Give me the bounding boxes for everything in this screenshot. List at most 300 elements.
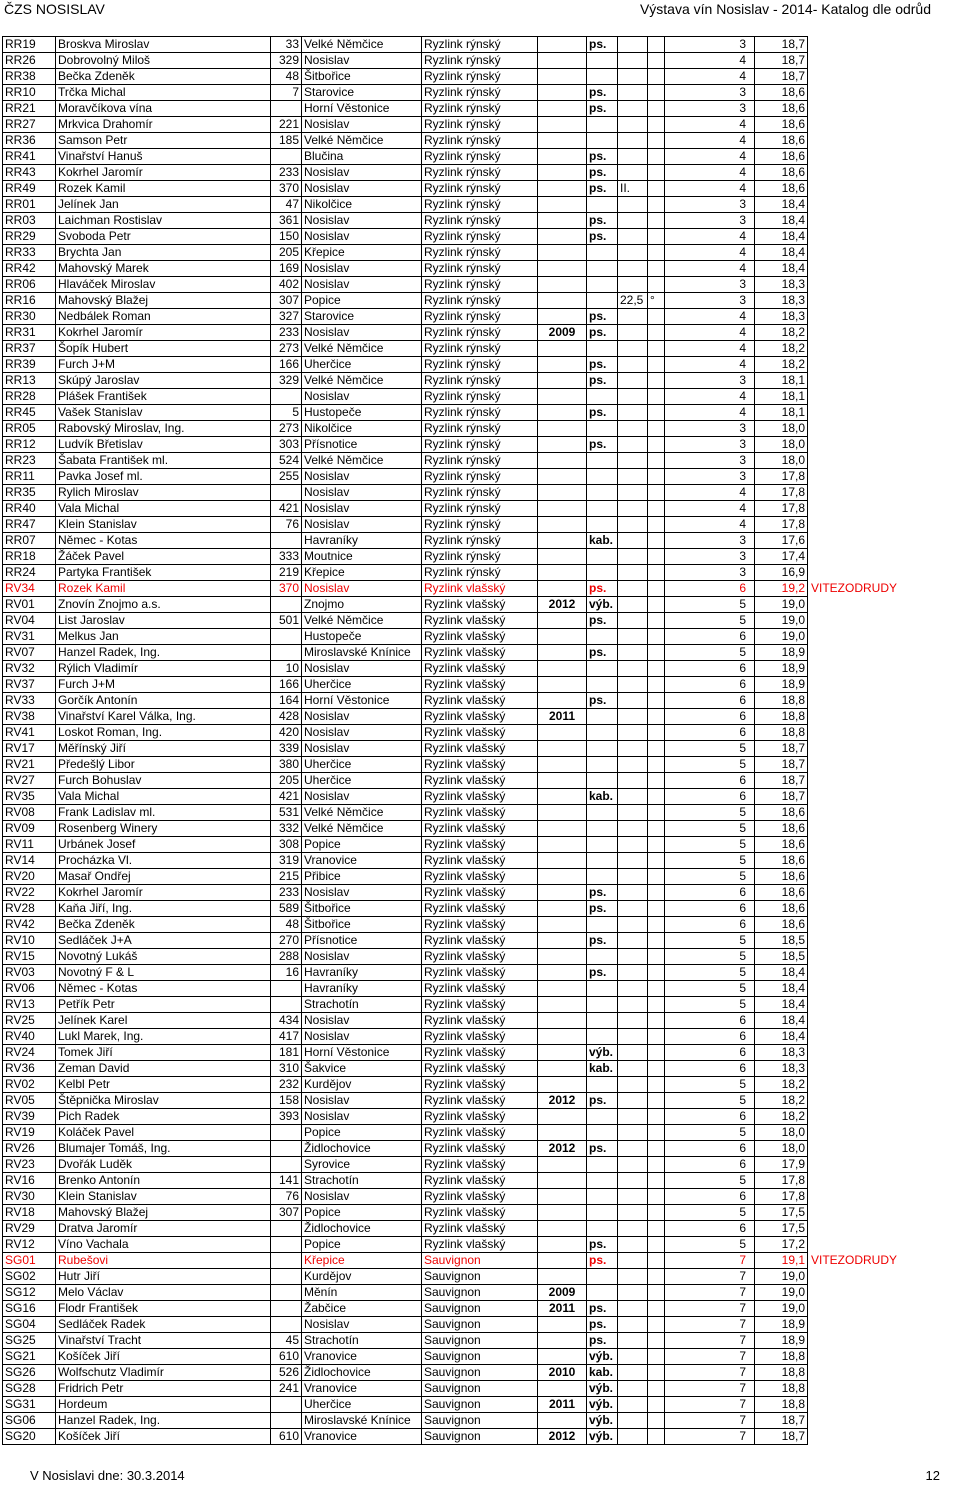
category-cell: 5 <box>665 1093 755 1109</box>
score-cell: 19,0 <box>755 1285 808 1301</box>
sample-id-cell: RV35 <box>3 789 56 805</box>
category-cell: 5 <box>665 645 755 661</box>
village-cell: Nosislav <box>302 117 422 133</box>
sample-id-cell: RR11 <box>3 469 56 485</box>
unit-cell <box>648 581 665 597</box>
extra-cell <box>618 533 648 549</box>
award-cell <box>808 1397 900 1413</box>
village-cell: Nosislav <box>302 1093 422 1109</box>
extra-cell <box>618 405 648 421</box>
sample-id-cell: RR35 <box>3 485 56 501</box>
unit-cell <box>648 517 665 533</box>
award-cell <box>808 1317 900 1333</box>
extra-cell <box>618 1077 648 1093</box>
award-cell <box>808 901 900 917</box>
village-cell: Strachotín <box>302 997 422 1013</box>
exhibitor-name-cell: Němec - Kotas <box>56 981 271 997</box>
vintage-cell <box>538 229 587 245</box>
exhibitor-name-cell: Kokrhel Jaromír <box>56 165 271 181</box>
sample-id-cell: SG02 <box>3 1269 56 1285</box>
house-number-cell: 402 <box>271 277 302 293</box>
category-cell: 3 <box>665 85 755 101</box>
category-cell: 6 <box>665 901 755 917</box>
category-cell: 6 <box>665 917 755 933</box>
category-cell: 5 <box>665 965 755 981</box>
attribute-cell: ps. <box>587 645 618 661</box>
variety-cell: Ryzlink vlašský <box>422 965 538 981</box>
house-number-cell <box>271 1237 302 1253</box>
vintage-cell <box>538 293 587 309</box>
score-cell: 17,5 <box>755 1221 808 1237</box>
extra-cell <box>618 1285 648 1301</box>
award-cell <box>808 117 900 133</box>
attribute-cell: ps. <box>587 933 618 949</box>
award-cell <box>808 437 900 453</box>
table-row <box>3 757 900 773</box>
exhibitor-name-cell: Měřínský Jiří <box>56 741 271 757</box>
table-row <box>3 405 900 421</box>
variety-cell: Ryzlink vlašský <box>422 1221 538 1237</box>
page-header <box>4 1 956 19</box>
village-cell: Šitbořice <box>302 69 422 85</box>
attribute-cell: kab. <box>587 789 618 805</box>
award-cell <box>808 613 900 629</box>
category-cell: 3 <box>665 37 755 53</box>
house-number-cell: 370 <box>271 181 302 197</box>
village-cell: Uherčice <box>302 357 422 373</box>
table-row <box>3 901 900 917</box>
exhibitor-name-cell: Petřík Petr <box>56 997 271 1013</box>
village-cell: Nosislav <box>302 1317 422 1333</box>
award-cell <box>808 1125 900 1141</box>
house-number-cell: 232 <box>271 1077 302 1093</box>
variety-cell: Ryzlink vlašský <box>422 1157 538 1173</box>
vintage-cell <box>538 117 587 133</box>
attribute-cell: ps. <box>587 229 618 245</box>
variety-cell: Sauvignon <box>422 1429 538 1445</box>
award-cell <box>808 1173 900 1189</box>
attribute-cell <box>587 277 618 293</box>
category-cell: 5 <box>665 613 755 629</box>
score-cell: 18,6 <box>755 101 808 117</box>
table-row <box>3 341 900 357</box>
exhibitor-name-cell: Pich Radek <box>56 1109 271 1125</box>
vintage-cell <box>538 1029 587 1045</box>
village-cell: Vranovice <box>302 1381 422 1397</box>
table-row <box>3 533 900 549</box>
table-row <box>3 325 900 341</box>
score-cell: 18,8 <box>755 1381 808 1397</box>
score-cell: 18,3 <box>755 309 808 325</box>
category-cell: 6 <box>665 1157 755 1173</box>
sample-id-cell: RV40 <box>3 1029 56 1045</box>
house-number-cell <box>271 1285 302 1301</box>
exhibitor-name-cell: Rozek Kamil <box>56 181 271 197</box>
vintage-cell <box>538 85 587 101</box>
vintage-cell <box>538 1157 587 1173</box>
table-row <box>3 101 900 117</box>
exhibitor-name-cell: Mahovský Blažej <box>56 293 271 309</box>
score-cell: 18,7 <box>755 741 808 757</box>
sample-id-cell: RR36 <box>3 133 56 149</box>
attribute-cell: výb. <box>587 1413 618 1429</box>
village-cell: Starovice <box>302 85 422 101</box>
category-cell: 6 <box>665 1189 755 1205</box>
variety-cell: Sauvignon <box>422 1269 538 1285</box>
table-row <box>3 917 900 933</box>
exhibitor-name-cell: Hlaváček Miroslav <box>56 277 271 293</box>
category-cell: 7 <box>665 1429 755 1445</box>
attribute-cell: ps. <box>587 101 618 117</box>
score-cell: 18,7 <box>755 37 808 53</box>
extra-cell <box>618 229 648 245</box>
exhibitor-name-cell: Melo Václav <box>56 1285 271 1301</box>
vintage-cell: 2012 <box>538 597 587 613</box>
extra-cell <box>618 1381 648 1397</box>
exhibitor-name-cell: Víno Vachala <box>56 1237 271 1253</box>
sample-id-cell: RR19 <box>3 37 56 53</box>
table-row <box>3 613 900 629</box>
attribute-cell: ps. <box>587 357 618 373</box>
score-cell: 18,0 <box>755 1141 808 1157</box>
sample-id-cell: SG25 <box>3 1333 56 1349</box>
village-cell: Nosislav <box>302 213 422 229</box>
category-cell: 3 <box>665 277 755 293</box>
exhibitor-name-cell: Hordeum <box>56 1397 271 1413</box>
table-row <box>3 949 900 965</box>
score-cell: 18,8 <box>755 709 808 725</box>
exhibitor-name-cell: Šopík Hubert <box>56 341 271 357</box>
score-cell: 18,9 <box>755 677 808 693</box>
variety-cell: Ryzlink vlašský <box>422 853 538 869</box>
vintage-cell <box>538 693 587 709</box>
sample-id-cell: SG04 <box>3 1317 56 1333</box>
unit-cell <box>648 917 665 933</box>
house-number-cell: 434 <box>271 1013 302 1029</box>
exhibitor-name-cell: Vinařství Tracht <box>56 1333 271 1349</box>
category-cell: 4 <box>665 341 755 357</box>
exhibitor-name-cell: Frank Ladislav ml. <box>56 805 271 821</box>
table-row <box>3 437 900 453</box>
variety-cell: Ryzlink rýnský <box>422 437 538 453</box>
variety-cell: Ryzlink vlašský <box>422 885 538 901</box>
extra-cell <box>618 501 648 517</box>
house-number-cell: 48 <box>271 917 302 933</box>
house-number-cell: 48 <box>271 69 302 85</box>
unit-cell <box>648 1013 665 1029</box>
variety-cell: Sauvignon <box>422 1365 538 1381</box>
sample-id-cell: RV01 <box>3 597 56 613</box>
exhibitor-name-cell: Kokrhel Jaromír <box>56 325 271 341</box>
attribute-cell <box>587 1285 618 1301</box>
table-row <box>3 1013 900 1029</box>
house-number-cell: 319 <box>271 853 302 869</box>
award-cell <box>808 213 900 229</box>
category-cell: 5 <box>665 757 755 773</box>
table-row <box>3 773 900 789</box>
extra-cell <box>618 1397 648 1413</box>
extra-cell <box>618 149 648 165</box>
house-number-cell <box>271 1253 302 1269</box>
village-cell: Žabčice <box>302 1301 422 1317</box>
category-cell: 3 <box>665 293 755 309</box>
house-number-cell <box>271 1397 302 1413</box>
table-row <box>3 645 900 661</box>
variety-cell: Ryzlink vlašský <box>422 1125 538 1141</box>
table-row <box>3 1109 900 1125</box>
category-cell: 7 <box>665 1253 755 1269</box>
exhibitor-name-cell: Jelínek Jan <box>56 197 271 213</box>
extra-cell <box>618 69 648 85</box>
house-number-cell: 273 <box>271 421 302 437</box>
exhibitor-name-cell: Tomek Jiří <box>56 1045 271 1061</box>
attribute-cell <box>587 709 618 725</box>
exhibitor-name-cell: Laichman Rostislav <box>56 213 271 229</box>
house-number-cell <box>271 485 302 501</box>
sample-id-cell: RV29 <box>3 1221 56 1237</box>
extra-cell <box>618 421 648 437</box>
table-row <box>3 501 900 517</box>
category-cell: 5 <box>665 853 755 869</box>
exhibitor-name-cell: List Jaroslav <box>56 613 271 629</box>
variety-cell: Ryzlink rýnský <box>422 373 538 389</box>
table-row <box>3 245 900 261</box>
attribute-cell: ps. <box>587 885 618 901</box>
extra-cell <box>618 357 648 373</box>
extra-cell <box>618 949 648 965</box>
category-cell: 4 <box>665 405 755 421</box>
variety-cell: Ryzlink vlašský <box>422 1189 538 1205</box>
village-cell: Nosislav <box>302 725 422 741</box>
attribute-cell <box>587 773 618 789</box>
award-cell <box>808 1077 900 1093</box>
award-cell <box>808 837 900 853</box>
extra-cell <box>618 85 648 101</box>
house-number-cell: 166 <box>271 357 302 373</box>
score-cell: 17,8 <box>755 1189 808 1205</box>
exhibitor-name-cell: Blumajer Tomáš, Ing. <box>56 1141 271 1157</box>
unit-cell <box>648 165 665 181</box>
sample-id-cell: RR40 <box>3 501 56 517</box>
award-cell <box>808 693 900 709</box>
award-cell <box>808 37 900 53</box>
extra-cell <box>618 1429 648 1445</box>
house-number-cell: 233 <box>271 325 302 341</box>
exhibitor-name-cell: Flodr František <box>56 1301 271 1317</box>
exhibitor-name-cell: Bečka Zdeněk <box>56 917 271 933</box>
table-row <box>3 869 900 885</box>
house-number-cell <box>271 1317 302 1333</box>
village-cell: Nosislav <box>302 501 422 517</box>
sample-id-cell: RV36 <box>3 1061 56 1077</box>
village-cell: Měnín <box>302 1285 422 1301</box>
village-cell: Vranovice <box>302 1429 422 1445</box>
award-cell <box>808 773 900 789</box>
variety-cell: Ryzlink rýnský <box>422 501 538 517</box>
village-cell: Velké Němčice <box>302 613 422 629</box>
category-cell: 6 <box>665 789 755 805</box>
unit-cell <box>648 661 665 677</box>
unit-cell <box>648 1381 665 1397</box>
category-cell: 3 <box>665 565 755 581</box>
unit-cell <box>648 613 665 629</box>
extra-cell <box>618 821 648 837</box>
unit-cell <box>648 533 665 549</box>
exhibitor-name-cell: Dobrovolný Miloš <box>56 53 271 69</box>
sample-id-cell: RV20 <box>3 869 56 885</box>
score-cell: 18,6 <box>755 165 808 181</box>
unit-cell <box>648 885 665 901</box>
category-cell: 4 <box>665 53 755 69</box>
attribute-cell <box>587 1173 618 1189</box>
vintage-cell <box>538 981 587 997</box>
village-cell: Popice <box>302 1237 422 1253</box>
house-number-cell: 310 <box>271 1061 302 1077</box>
house-number-cell <box>271 101 302 117</box>
house-number-cell: 531 <box>271 805 302 821</box>
vintage-cell <box>538 341 587 357</box>
vintage-cell <box>538 949 587 965</box>
extra-cell <box>618 1237 648 1253</box>
unit-cell <box>648 805 665 821</box>
score-cell: 17,8 <box>755 485 808 501</box>
extra-cell <box>618 325 648 341</box>
sample-id-cell: SG21 <box>3 1349 56 1365</box>
exhibitor-name-cell: Rozek Kamil <box>56 581 271 597</box>
category-cell: 6 <box>665 1221 755 1237</box>
table-row <box>3 1269 900 1285</box>
variety-cell: Ryzlink vlašský <box>422 1109 538 1125</box>
exhibitor-name-cell: Novotný Lukáš <box>56 949 271 965</box>
variety-cell: Sauvignon <box>422 1253 538 1269</box>
table-row <box>3 1077 900 1093</box>
attribute-cell <box>587 661 618 677</box>
exhibitor-name-cell: Košíček Jiří <box>56 1349 271 1365</box>
table-row <box>3 165 900 181</box>
score-cell: 18,0 <box>755 437 808 453</box>
attribute-cell: ps. <box>587 1093 618 1109</box>
award-cell <box>808 1045 900 1061</box>
house-number-cell: 273 <box>271 341 302 357</box>
exhibitor-name-cell: Vašek Stanislav <box>56 405 271 421</box>
variety-cell: Ryzlink rýnský <box>422 149 538 165</box>
variety-cell: Sauvignon <box>422 1317 538 1333</box>
exhibitor-name-cell: Furch J+M <box>56 677 271 693</box>
variety-cell: Ryzlink vlašský <box>422 1173 538 1189</box>
exhibitor-name-cell: Štěpnička Miroslav <box>56 1093 271 1109</box>
unit-cell <box>648 949 665 965</box>
vintage-cell <box>538 1205 587 1221</box>
house-number-cell: 181 <box>271 1045 302 1061</box>
variety-cell: Ryzlink vlašský <box>422 581 538 597</box>
unit-cell <box>648 757 665 773</box>
unit-cell <box>648 1237 665 1253</box>
attribute-cell <box>587 485 618 501</box>
house-number-cell: 526 <box>271 1365 302 1381</box>
attribute-cell: výb. <box>587 1429 618 1445</box>
variety-cell: Ryzlink vlašský <box>422 709 538 725</box>
vintage-cell <box>538 1269 587 1285</box>
category-cell: 5 <box>665 597 755 613</box>
extra-cell <box>618 1173 648 1189</box>
score-cell: 18,4 <box>755 229 808 245</box>
unit-cell <box>648 245 665 261</box>
vintage-cell <box>538 165 587 181</box>
table-row <box>3 997 900 1013</box>
exhibitor-name-cell: Sedláček J+A <box>56 933 271 949</box>
variety-cell: Ryzlink vlašský <box>422 997 538 1013</box>
extra-cell <box>618 789 648 805</box>
award-cell <box>808 245 900 261</box>
sample-id-cell: RR47 <box>3 517 56 533</box>
attribute-cell <box>587 293 618 309</box>
village-cell: Hustopeče <box>302 629 422 645</box>
attribute-cell <box>587 389 618 405</box>
category-cell: 3 <box>665 533 755 549</box>
sample-id-cell: SG20 <box>3 1429 56 1445</box>
vintage-cell <box>538 453 587 469</box>
table-row <box>3 709 900 725</box>
attribute-cell: ps. <box>587 693 618 709</box>
variety-cell: Ryzlink vlašský <box>422 597 538 613</box>
wine-catalog-table <box>2 36 900 1445</box>
unit-cell <box>648 213 665 229</box>
attribute-cell: ps. <box>587 373 618 389</box>
unit-cell <box>648 101 665 117</box>
category-cell: 6 <box>665 1045 755 1061</box>
vintage-cell <box>538 1221 587 1237</box>
score-cell: 18,7 <box>755 69 808 85</box>
attribute-cell: ps. <box>587 581 618 597</box>
variety-cell: Ryzlink rýnský <box>422 213 538 229</box>
exhibitor-name-cell: Moravčíkova vína <box>56 101 271 117</box>
page-number: 12 <box>925 1468 940 1483</box>
house-number-cell: 329 <box>271 373 302 389</box>
house-number-cell: 524 <box>271 453 302 469</box>
table-row <box>3 421 900 437</box>
extra-cell <box>618 341 648 357</box>
extra-cell <box>618 373 648 389</box>
unit-cell <box>648 1077 665 1093</box>
sample-id-cell: RV30 <box>3 1189 56 1205</box>
exhibitor-name-cell: Masař Ondřej <box>56 869 271 885</box>
exhibitor-name-cell: Fridrich Petr <box>56 1381 271 1397</box>
exhibitor-name-cell: Rubešovi <box>56 1253 271 1269</box>
vintage-cell <box>538 645 587 661</box>
unit-cell <box>648 741 665 757</box>
vintage-cell <box>538 1317 587 1333</box>
village-cell: Šitbořice <box>302 901 422 917</box>
exhibitor-name-cell: Ludvík Břetislav <box>56 437 271 453</box>
table-row <box>3 293 900 309</box>
award-cell <box>808 1429 900 1445</box>
vintage-cell <box>538 1333 587 1349</box>
vintage-cell <box>538 661 587 677</box>
unit-cell <box>648 261 665 277</box>
extra-cell <box>618 1413 648 1429</box>
village-cell: Nosislav <box>302 741 422 757</box>
variety-cell: Ryzlink rýnský <box>422 469 538 485</box>
village-cell: Horní Věstonice <box>302 693 422 709</box>
score-cell: 17,6 <box>755 533 808 549</box>
award-cell <box>808 277 900 293</box>
house-number-cell: 370 <box>271 581 302 597</box>
variety-cell: Ryzlink rýnský <box>422 389 538 405</box>
table-row <box>3 277 900 293</box>
score-cell: 18,6 <box>755 181 808 197</box>
vintage-cell <box>538 789 587 805</box>
score-cell: 18,0 <box>755 1125 808 1141</box>
